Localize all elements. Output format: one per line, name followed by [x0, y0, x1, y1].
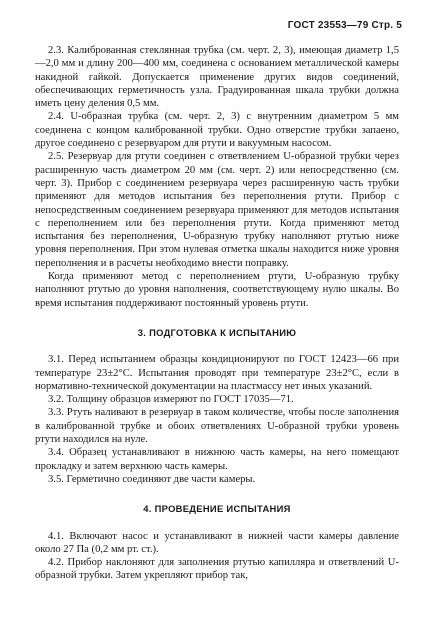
page-header [288, 20, 402, 31]
standard-number: ГОСТ 23553—79 [287, 20, 369, 31]
paragraph-3-1: 3.1. Перед испытанием образцы кондиционируют по ГОСТ 12423—66 при температуре 23±2°С. Испытания проводят при температуре 23±2°С, если в нормативно-технической документации на пластмассу нет иных указаний. [35, 354, 399, 392]
paragraph-3-2: 3.2. Толщину образцов измеряют по ГОСТ 17035—71. [48, 394, 294, 406]
paragraph-2-5: 2.5. Резервуар для ртути соединен с ответвлением U-образной трубки через расширенную часть диаметром 20 мм (см. черт. 2) или непосредственно (см. черт. 3). Прибор с соединением резервуара через расширенную часть трубки применяют для методов испытания без переполнения ртути. Прибор с непосредственным соединением резервуара применяют для методов испытания с переполнением или без переполнения ртути. Когда применяют метод испытания без переполнения, U-образную трубку наполняют ртутью ниже уровня переполнения. При этом нулевая отметка шкалы находится ниже уровня переполнения и в расчеты необходимо внести поправку. [35, 151, 399, 269]
paragraph-4-1: 4.1. Включают насос и устанавливают в нижней части камеры давление около 27 Па (0,2 мм рт. ст.). [35, 530, 399, 555]
paragraph-overflow-method: Когда применяют метод с переполнением ртути, U-образную трубку наполняют ртутью до уровня наполнения, соответствующему нулю шкалы. Во время испытания поддерживают постоянный уровень ртути. [35, 271, 399, 309]
paragraph-3-3: 3.3. Ртуть наливают в резервуар в таком количестве, чтобы после заполнения в калиброванной трубке и обоих ответвлениях U-образной трубки уровень ртути находился на нуле. [35, 407, 399, 446]
paragraph-3-5: 3.5. Герметично соединяют две части камеры. [48, 473, 256, 485]
page-number: Стр. 5 [371, 20, 402, 31]
document-body [35, 44, 399, 583]
section-3-title: 3. ПОДГОТОВКА К ИСПЫТАНИЮ [137, 326, 297, 338]
paragraph-3-4: 3.4. Образец устанавливают в нижнюю часть камеры, на него помещают прокладку и затем верхнюю часть камеры. [35, 447, 399, 472]
section-4-title: 4. ПРОВЕДЕНИЕ ИСПЫТАНИЯ [143, 503, 291, 515]
paragraph-2-3: 2.3. Калиброванная стеклянная трубка (см. черт. 2, 3), имеющая диаметр 1,5—2,0 мм и длину 200—400 мм, соединена с основанием металлической камеры накидной гайкой. Допускается применение других видов соединений, обеспечивающих герметичность узла. Градуированная шкала трубки должна иметь цену деления 0,5 мм. [35, 45, 399, 110]
paragraph-4-2: 4.2. Прибор наклоняют для заполнения ртутью капилляра и ответвлений U-образной трубки. Затем укрепляют прибор так, [35, 557, 399, 582]
paragraph-2-4: 2.4. U-образная трубка (см. черт. 2, 3) с внутренним диаметром 5 мм соединена с концом калиброванной трубки. Одно отверстие трубки запаено, другое соединено с резервуаром для ртути и вакуумным насосом. [35, 111, 399, 150]
